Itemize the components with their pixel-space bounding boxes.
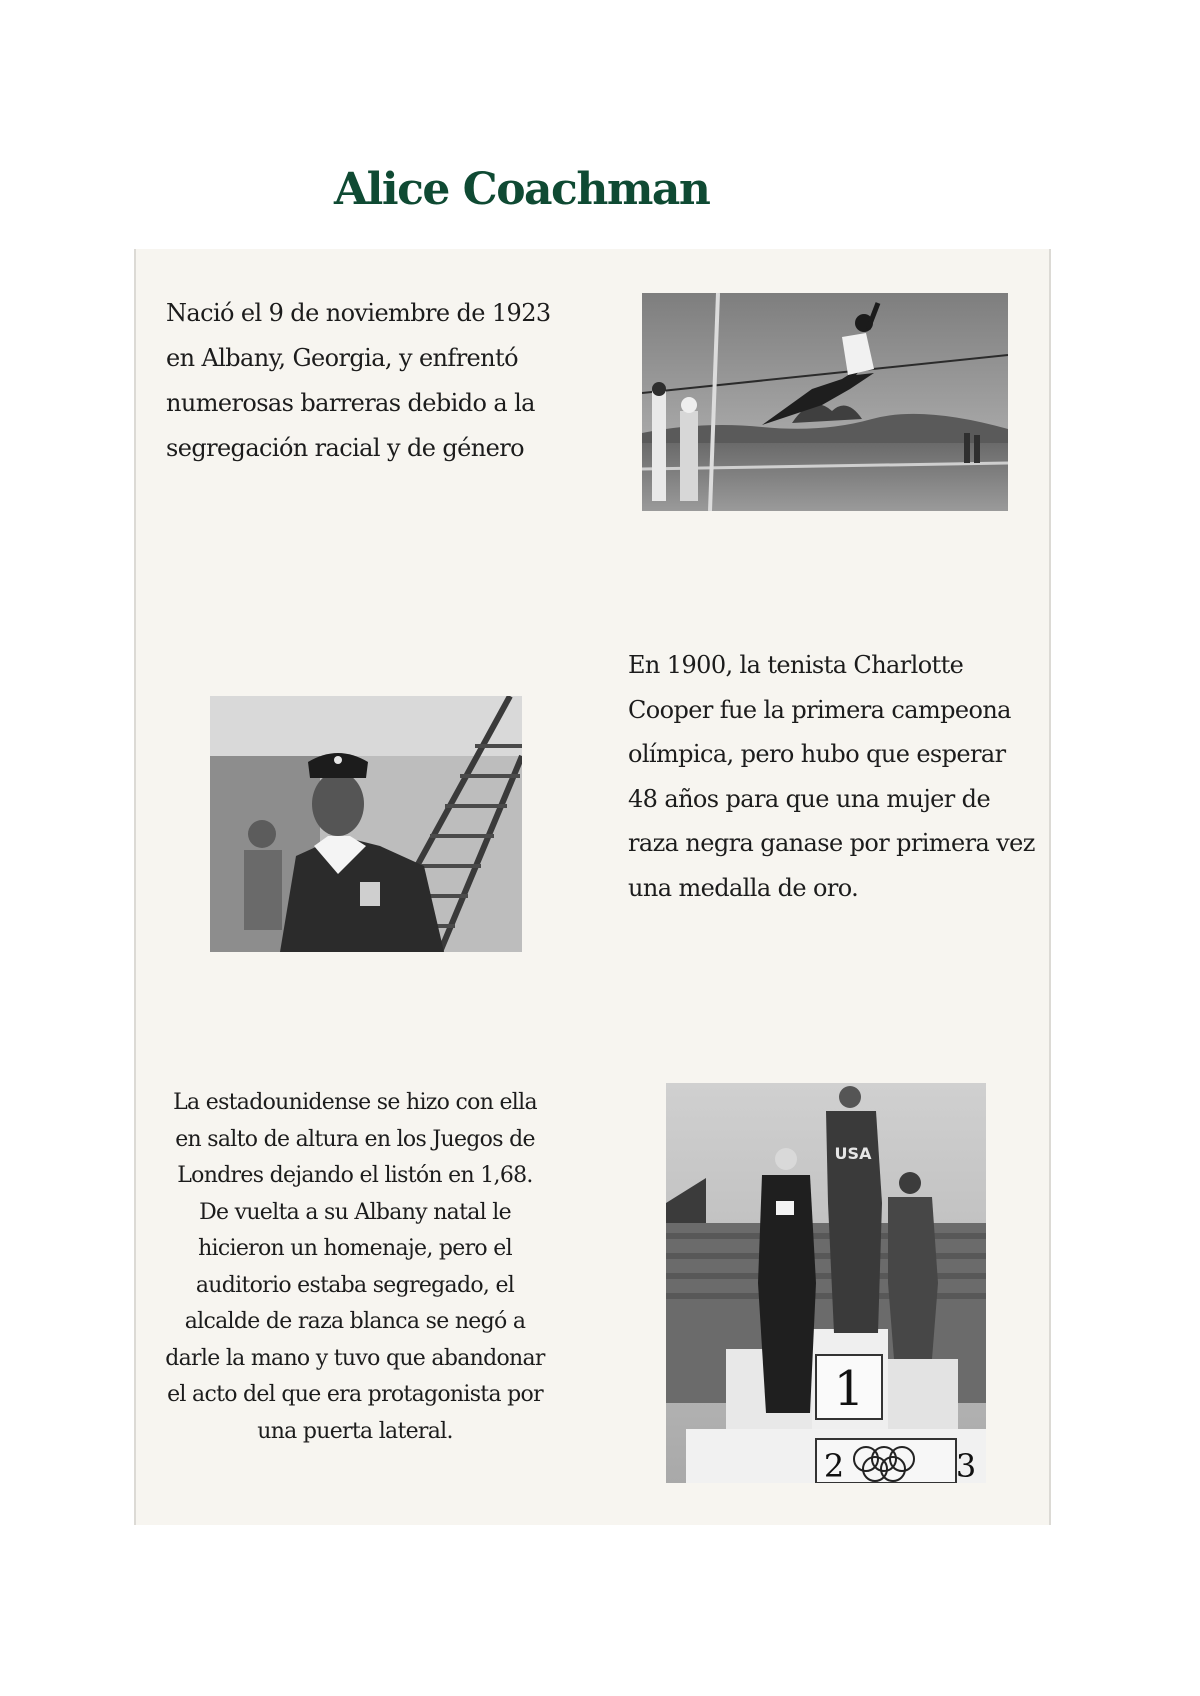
athlete-right [888,1172,938,1359]
portrait-photo [210,696,522,952]
usa-jersey-text: USA [834,1144,872,1163]
podium-number-1: 1 [833,1361,865,1417]
podium-number-2: 2 [823,1447,845,1483]
cooper-paragraph: En 1900, la tenista Charlotte Cooper fue la primera campeona olímpica, pero hubo que esperar 48 años para que una mujer de raza negra ganase por primera vez una medalla de oro. [628,651,1035,902]
podium-photo [666,1083,986,1483]
page-title: Alice Coachman [334,164,710,215]
podium-number-3: 3 [955,1447,977,1483]
content-panel [134,249,1051,1525]
athlete-left [758,1148,816,1413]
high-jump-photo [642,293,1008,511]
london-paragraph: La estadounidense se hizo con ella en salto de altura en los Juegos de Londres dejando el listón en 1,68. De vuelta a su Albany natal le hicieron un homenaje, pero el auditorio estaba segregado, el alcalde de raza blanca se negó a darle la mano y tuvo que abandonar el acto del que era protagonista por una puerta lateral. [165,1090,545,1444]
athlete-center [826,1086,882,1333]
birth-paragraph: Nació el 9 de noviembre de 1923 en Albany, Georgia, y enfrentó numerosas barreras debido a la segregación racial y de género [166,299,551,462]
